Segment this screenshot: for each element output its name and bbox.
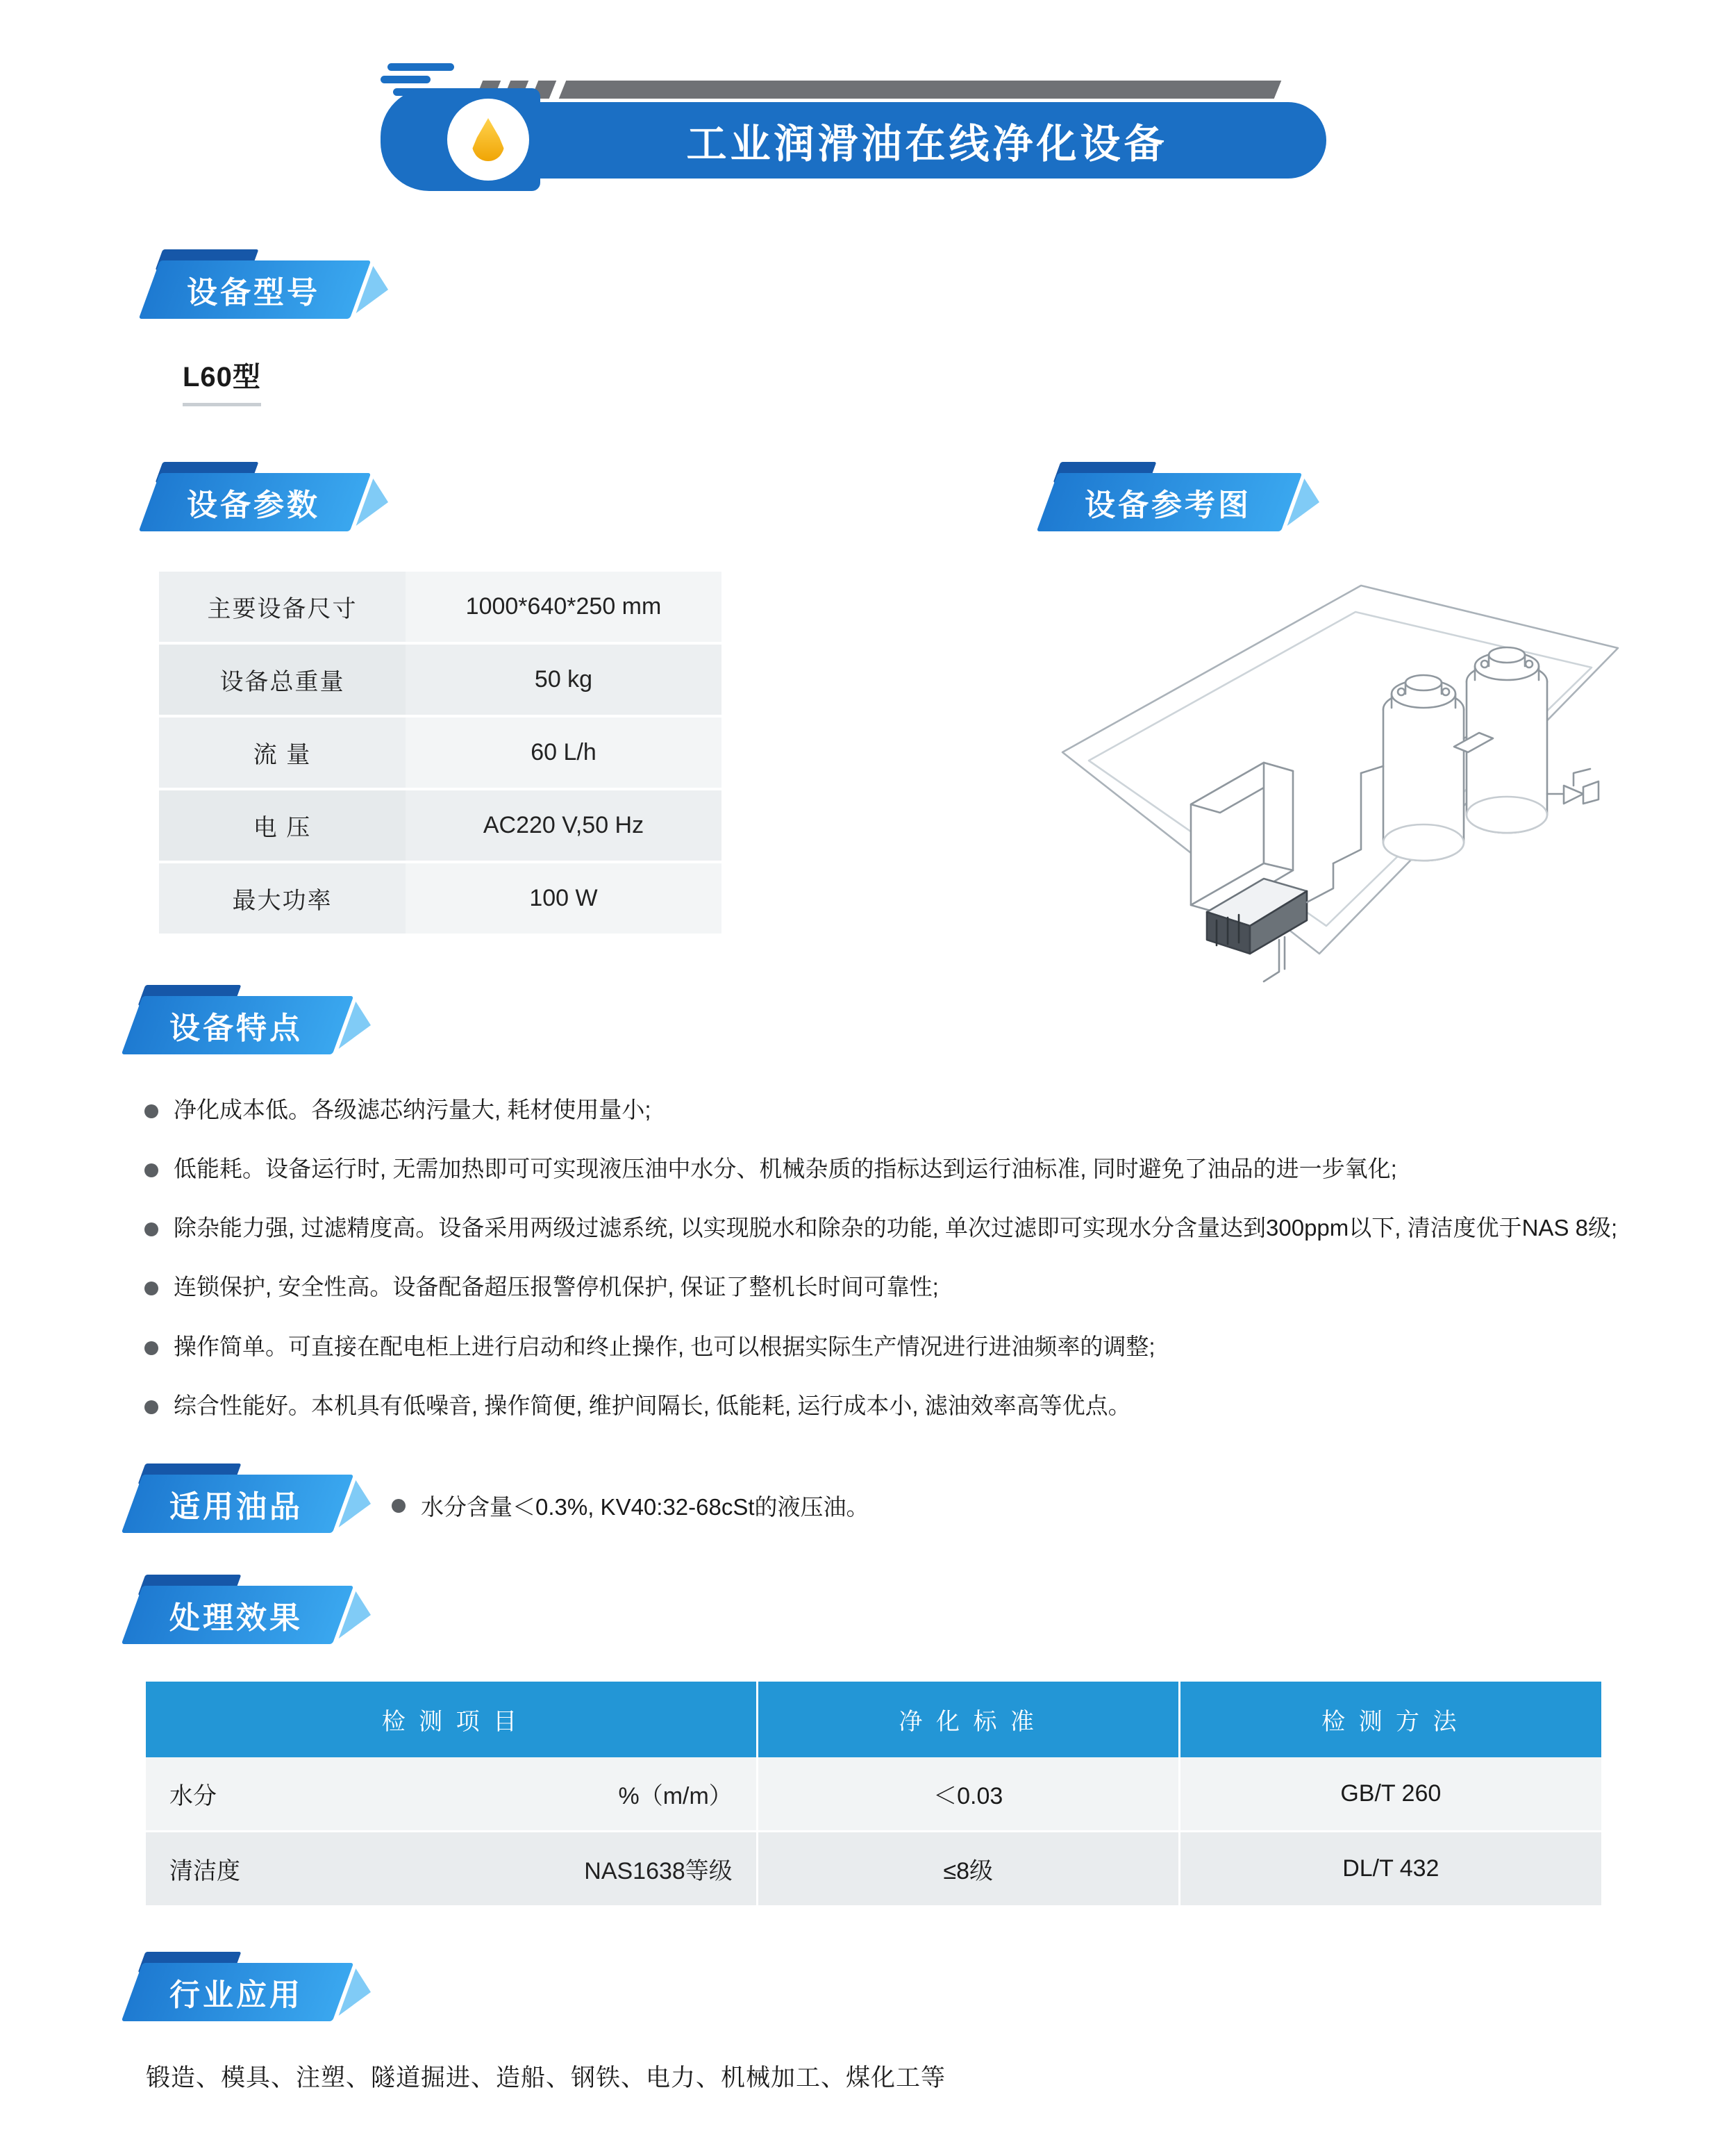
section-model xyxy=(149,260,1736,406)
bullet-icon xyxy=(144,1341,158,1355)
spec-key: 最大功率 xyxy=(159,862,406,935)
list-item xyxy=(144,1151,1644,1186)
list-item xyxy=(144,1388,1644,1423)
bullet-icon xyxy=(144,1222,158,1236)
spec-value: 100 W xyxy=(406,862,721,935)
effect-method-cell: GB/T 260 xyxy=(1179,1757,1601,1832)
list-item xyxy=(144,1269,1644,1304)
column-header-method: 检 测 方 法 xyxy=(1179,1682,1601,1757)
feature-text: 操作简单。可直接在配电柜上进行启动和终止操作, 也可以根据实际生产情况进行进油频率的调整; xyxy=(174,1333,1155,1359)
page-title: 工业润滑油在线净化设备 xyxy=(686,122,1168,167)
bullet-icon xyxy=(144,1104,158,1118)
table-row xyxy=(146,1757,1601,1832)
section-tag-features-label: 设备特点 xyxy=(169,1011,303,1045)
section-tag-oils-label: 适用油品 xyxy=(169,1489,303,1524)
spec-key: 流 量 xyxy=(159,716,406,789)
section-tag-params-label: 设备参数 xyxy=(187,488,320,522)
header-stripes xyxy=(479,77,1299,102)
section-tag-oils xyxy=(132,1475,343,1533)
bullet-icon xyxy=(144,1400,158,1414)
table-row xyxy=(159,716,721,789)
effect-item-cell xyxy=(146,1831,757,1906)
effect-item-unit: NAS1638等级 xyxy=(584,1857,733,1884)
oils-note-text: 水分含量＜0.3%, KV40:32-68cSt的液压油。 xyxy=(421,1494,869,1520)
effect-standard-cell: ＜0.03 xyxy=(757,1757,1179,1832)
section-tag-features xyxy=(132,996,343,1054)
section-tag-effect xyxy=(132,1586,343,1644)
table-row xyxy=(159,862,721,935)
section-tag-device-image-label: 设备参考图 xyxy=(1085,488,1251,522)
effect-item-unit: %（m/m） xyxy=(618,1782,733,1809)
header-badge xyxy=(381,88,540,191)
section-tag-industry xyxy=(132,1963,343,2021)
section-effect xyxy=(132,1586,1736,1907)
feature-text: 除杂能力强, 过滤精度高。设备采用两级过滤系统, 以实现脱水和除杂的功能, 单次过滤即可实现水分含量达到300ppm以下, 清洁度优于NAS 8级; xyxy=(174,1215,1618,1241)
header-title-bar xyxy=(486,102,1326,179)
feature-text: 净化成本低。各级滤芯纳污量大, 耗材使用量小; xyxy=(174,1097,651,1122)
section-params xyxy=(149,473,983,936)
list-item xyxy=(144,1092,1644,1127)
bullet-icon xyxy=(392,1499,406,1513)
section-tag-device-image xyxy=(1047,473,1292,531)
spec-table xyxy=(159,572,721,936)
section-tag-effect-label: 处理效果 xyxy=(169,1600,303,1635)
effect-method-cell: DL/T 432 xyxy=(1179,1831,1601,1906)
section-oils xyxy=(132,1475,1736,1533)
page-header xyxy=(0,38,1736,177)
list-item xyxy=(144,1329,1644,1364)
section-tag-model-label: 设备型号 xyxy=(187,276,320,310)
section-tag-model xyxy=(149,260,360,319)
section-tag-industry-label: 行业应用 xyxy=(169,1977,303,2012)
column-header-standard: 净 化 标 准 xyxy=(757,1682,1179,1757)
table-header-row xyxy=(146,1682,1601,1757)
section-params-and-image xyxy=(0,473,1736,936)
effect-item-cell xyxy=(146,1757,757,1832)
section-industry xyxy=(132,1963,1736,2093)
spec-value: AC220 V,50 Hz xyxy=(406,789,721,862)
spec-key: 电 压 xyxy=(159,789,406,862)
list-item xyxy=(144,1210,1644,1245)
filter-unit-illustration xyxy=(1035,565,1646,995)
bullet-icon xyxy=(144,1282,158,1295)
bullet-icon xyxy=(144,1163,158,1177)
spec-value: 60 L/h xyxy=(406,716,721,789)
section-device-image xyxy=(1035,473,1660,999)
spec-value: 1000*640*250 mm xyxy=(406,572,721,643)
feature-list xyxy=(144,1092,1644,1423)
feature-text: 综合性能好。本机具有低噪音, 操作简便, 维护间隔长, 低能耗, 运行成本小, 滤油效率高等优点。 xyxy=(174,1392,1131,1418)
table-row xyxy=(159,572,721,643)
table-row xyxy=(146,1831,1601,1906)
section-tag-params xyxy=(149,473,360,531)
spec-key: 主要设备尺寸 xyxy=(159,572,406,643)
oils-note xyxy=(392,1485,869,1522)
footer-spacer xyxy=(0,2093,1736,2156)
table-row xyxy=(159,643,721,716)
effect-item-name: 水分 xyxy=(169,1782,217,1809)
section-features xyxy=(132,996,1736,1423)
industry-text: 锻造、模具、注塑、隧道掘进、造船、钢铁、电力、机械加工、煤化工等 xyxy=(146,2064,946,2091)
effect-item-name: 清洁度 xyxy=(169,1857,240,1884)
effect-standard-cell: ≤8级 xyxy=(757,1831,1179,1906)
spec-value: 50 kg xyxy=(406,643,721,716)
effect-table xyxy=(146,1682,1601,1907)
oil-drop-icon xyxy=(447,99,529,181)
model-value: L60型 xyxy=(183,355,261,406)
feature-text: 低能耗。设备运行时, 无需加热即可可实现液压油中水分、机械杂质的指标达到运行油标准, 同时避免了油品的进一步氧化; xyxy=(174,1156,1397,1182)
spec-key: 设备总重量 xyxy=(159,643,406,716)
feature-text: 连锁保护, 安全性高。设备配备超压报警停机保护, 保证了整机长时间可靠性; xyxy=(174,1274,939,1300)
column-header-item: 检 测 项 目 xyxy=(146,1682,757,1757)
table-row xyxy=(159,789,721,862)
